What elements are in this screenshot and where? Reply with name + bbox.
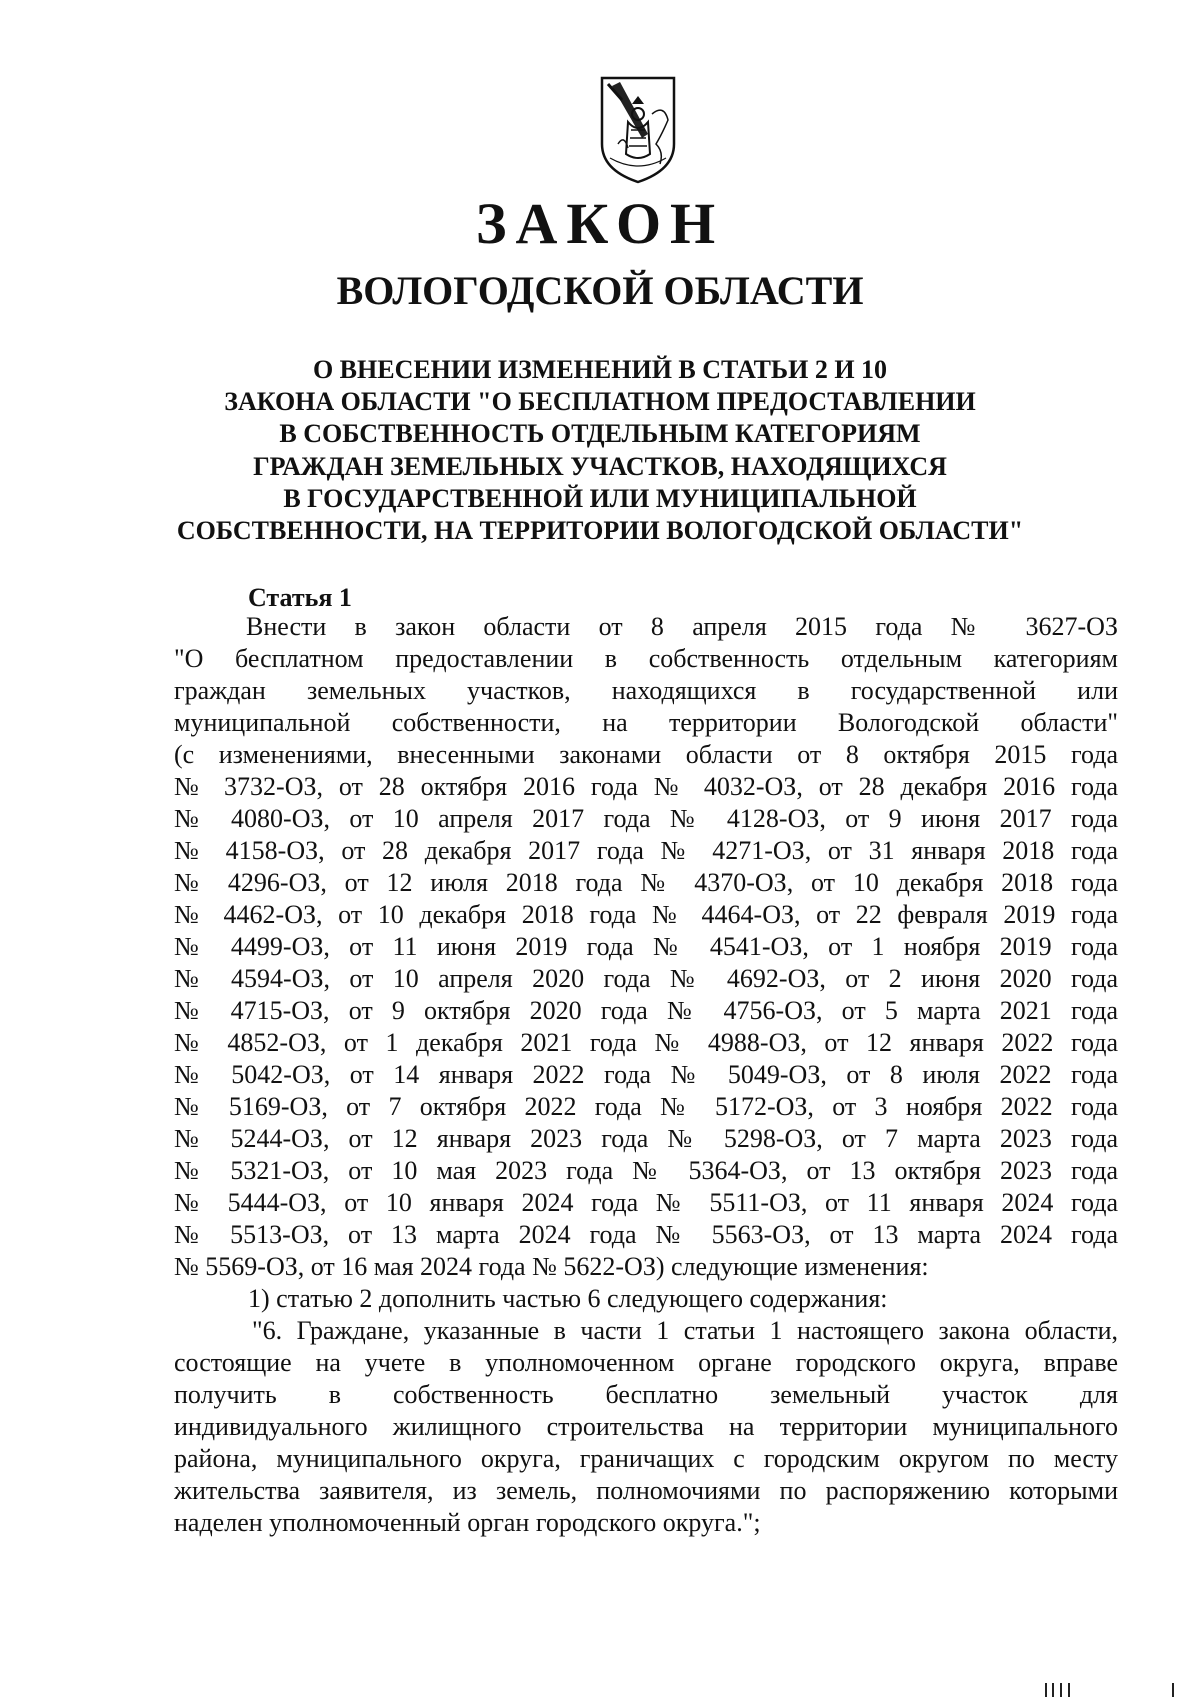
body-line: муниципальной собственности, на территории Вологодской области" [174, 708, 1118, 737]
scan-artifact [1060, 1683, 1062, 1697]
body-line: № 4594-ОЗ, от 10 апреля 2020 года № 4692-ОЗ, от 2 июня 2020 года [174, 964, 1118, 993]
body-line: граждан земельных участков, находящихся в государственной или [174, 676, 1118, 705]
body-line: № 5042-ОЗ, от 14 января 2022 года № 5049-ОЗ, от 8 июля 2022 года [174, 1060, 1118, 1089]
article-body [174, 611, 1118, 1539]
body-line: состоящие на учете в уполномоченном органе городского округа, вправе [174, 1348, 1118, 1377]
body-line: "О бесплатном предоставлении в собственность отдельным категориям [174, 644, 1118, 673]
body-line: № 4852-ОЗ, от 1 декабря 2021 года № 4988-ОЗ, от 12 января 2022 года [174, 1028, 1118, 1057]
article-heading: Статья 1 [248, 583, 352, 612]
body-line: № 4158-ОЗ, от 28 декабря 2017 года № 4271-ОЗ, от 31 января 2018 года [174, 836, 1118, 865]
heading-line: ГРАЖДАН ЗЕМЕЛЬНЫХ УЧАСТКОВ, НАХОДЯЩИХСЯ [253, 451, 947, 481]
body-line: № 5169-ОЗ, от 7 октября 2022 года № 5172-ОЗ, от 3 ноября 2022 года [174, 1092, 1118, 1121]
scan-artifact [1068, 1683, 1070, 1697]
body-line: № 4296-ОЗ, от 12 июля 2018 года № 4370-ОЗ, от 10 декабря 2018 года [174, 868, 1118, 897]
body-line: индивидуального жилищного строительства на территории муниципального [174, 1412, 1118, 1441]
law-heading [150, 354, 1050, 547]
document-subtitle: ВОЛОГОДСКОЙ ОБЛАСТИ [336, 268, 864, 313]
body-line: 1) статью 2 дополнить частью 6 следующего содержания: [248, 1284, 888, 1313]
body-line: № 5569-ОЗ, от 16 мая 2024 года № 5622-ОЗ) следующие изменения: [174, 1252, 929, 1281]
document-title: ЗАКОН [475, 191, 725, 256]
body-line: № 5321-ОЗ, от 10 мая 2023 года № 5364-ОЗ, от 13 октября 2023 года [174, 1156, 1118, 1185]
body-line: жительства заявителя, из земель, полномочиями по распоряжению которыми [174, 1476, 1118, 1505]
heading-line: В ГОСУДАРСТВЕННОЙ ИЛИ МУНИЦИПАЛЬНОЙ [283, 483, 917, 513]
body-line: наделен уполномоченный орган городского округа."; [174, 1508, 761, 1537]
heading-line: В СОБСТВЕННОСТЬ ОТДЕЛЬНЫМ КАТЕГОРИЯМ [279, 419, 921, 449]
coat-of-arms-emblem [598, 74, 678, 186]
body-line: получить в собственность бесплатно земельный участок для [174, 1380, 1118, 1409]
body-line: № 5444-ОЗ, от 10 января 2024 года № 5511-ОЗ, от 11 января 2024 года [174, 1188, 1118, 1217]
body-line: № 5513-ОЗ, от 13 марта 2024 года № 5563-ОЗ, от 13 марта 2024 года [174, 1220, 1118, 1249]
body-line: № 4499-ОЗ, от 11 июня 2019 года № 4541-ОЗ, от 1 ноября 2019 года [174, 932, 1118, 961]
body-line: Внести в закон области от 8 апреля 2015 года № 3627-ОЗ [246, 612, 1118, 641]
heading-line: О ВНЕСЕНИИ ИЗМЕНЕНИЙ В СТАТЬИ 2 И 10 [312, 355, 888, 384]
body-line: "6. Граждане, указанные в части 1 статьи 1 настоящего закона области, [252, 1316, 1118, 1345]
body-line: района, муниципального округа, граничащих с городским округом по месту [174, 1444, 1118, 1473]
body-line: № 5244-ОЗ, от 12 января 2023 года № 5298-ОЗ, от 7 марта 2023 года [174, 1124, 1118, 1153]
heading-line: ЗАКОНА ОБЛАСТИ "О БЕСПЛАТНОМ ПРЕДОСТАВЛЕНИИ [224, 387, 976, 417]
scan-artifact [1052, 1683, 1054, 1697]
scan-artifact [1172, 1683, 1174, 1697]
heading-line: СОБСТВЕННОСТИ, НА ТЕРРИТОРИИ ВОЛОГОДСКОЙ ОБЛАСТИ" [176, 516, 1024, 546]
body-line: № 4715-ОЗ, от 9 октября 2020 года № 4756-ОЗ, от 5 марта 2021 года [174, 996, 1118, 1025]
scan-artifact [1045, 1683, 1047, 1697]
body-line: № 4080-ОЗ, от 10 апреля 2017 года № 4128-ОЗ, от 9 июня 2017 года [174, 804, 1118, 833]
body-line: № 4462-ОЗ, от 10 декабря 2018 года № 4464-ОЗ, от 22 февраля 2019 года [174, 900, 1118, 929]
body-line: (с изменениями, внесенными законами области от 8 октября 2015 года [174, 740, 1118, 769]
body-line: № 3732-ОЗ, от 28 октября 2016 года № 4032-ОЗ, от 28 декабря 2016 года [174, 772, 1118, 801]
